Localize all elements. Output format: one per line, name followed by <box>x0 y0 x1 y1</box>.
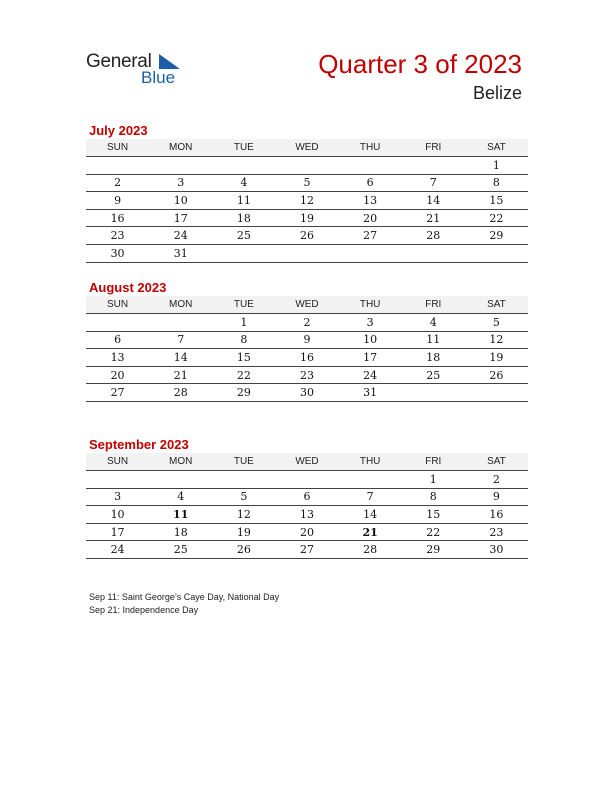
empty-day-cell <box>149 314 212 332</box>
day-cell: 29 <box>212 384 275 402</box>
empty-day-cell <box>275 471 338 489</box>
day-cell: 27 <box>275 541 338 559</box>
empty-day-cell <box>149 157 212 175</box>
week-row <box>86 471 528 489</box>
empty-day-cell <box>465 244 528 262</box>
day-cell: 6 <box>339 174 402 192</box>
empty-day-cell <box>149 471 212 489</box>
empty-day-cell <box>212 157 275 175</box>
calendar-grid <box>86 139 528 263</box>
empty-day-cell <box>402 384 465 402</box>
day-cell: 27 <box>339 227 402 245</box>
day-cell: 15 <box>212 349 275 367</box>
week-row <box>86 506 528 524</box>
month-title: September 2023 <box>89 437 189 452</box>
empty-day-cell <box>465 384 528 402</box>
day-cell: 5 <box>275 174 338 192</box>
day-cell: 8 <box>465 174 528 192</box>
day-cell: 8 <box>402 488 465 506</box>
day-cell: 10 <box>86 506 149 524</box>
page-title: Quarter 3 of 2023 <box>318 49 522 79</box>
day-cell: 22 <box>402 523 465 541</box>
day-cell: 7 <box>339 488 402 506</box>
day-cell: 12 <box>212 506 275 524</box>
day-cell: 29 <box>402 541 465 559</box>
day-cell: 9 <box>86 192 149 210</box>
month-title: August 2023 <box>89 280 167 295</box>
day-cell: 6 <box>275 488 338 506</box>
day-cell: 28 <box>339 541 402 559</box>
day-cell: 12 <box>465 331 528 349</box>
weekday-header: WED <box>275 296 338 314</box>
week-row <box>86 314 528 332</box>
weekday-header: MON <box>149 139 212 157</box>
empty-day-cell <box>339 471 402 489</box>
day-cell: 23 <box>465 523 528 541</box>
day-cell: 28 <box>402 227 465 245</box>
logo-general-text: General <box>86 51 152 72</box>
day-cell: 26 <box>212 541 275 559</box>
week-row <box>86 174 528 192</box>
day-cell: 4 <box>402 314 465 332</box>
day-cell: 20 <box>339 209 402 227</box>
day-cell: 13 <box>86 349 149 367</box>
day-cell: 3 <box>339 314 402 332</box>
week-row <box>86 192 528 210</box>
day-cell: 7 <box>402 174 465 192</box>
day-cell: 29 <box>465 227 528 245</box>
day-cell: 19 <box>275 209 338 227</box>
day-cell: 18 <box>402 349 465 367</box>
day-cell: 22 <box>465 209 528 227</box>
holiday-day-cell: 11 <box>149 506 212 524</box>
day-cell: 24 <box>149 227 212 245</box>
week-row <box>86 227 528 245</box>
day-cell: 31 <box>149 244 212 262</box>
logo-blue-text: Blue <box>141 68 176 87</box>
weekday-header: WED <box>275 139 338 157</box>
day-cell: 31 <box>339 384 402 402</box>
week-row <box>86 157 528 175</box>
month-september <box>86 436 528 559</box>
day-cell: 10 <box>149 192 212 210</box>
day-cell: 5 <box>212 488 275 506</box>
day-cell: 21 <box>149 366 212 384</box>
week-row <box>86 349 528 367</box>
day-cell: 16 <box>275 349 338 367</box>
day-cell: 24 <box>86 541 149 559</box>
day-cell: 6 <box>86 331 149 349</box>
weekday-header: FRI <box>402 296 465 314</box>
month-august <box>86 279 528 402</box>
weekday-header: TUE <box>212 139 275 157</box>
day-cell: 2 <box>86 174 149 192</box>
day-cell: 16 <box>465 506 528 524</box>
weekday-header: THU <box>339 139 402 157</box>
day-cell: 2 <box>275 314 338 332</box>
day-cell: 1 <box>212 314 275 332</box>
week-row <box>86 209 528 227</box>
day-cell: 4 <box>212 174 275 192</box>
day-cell: 23 <box>275 366 338 384</box>
day-cell: 15 <box>402 506 465 524</box>
weekday-header-row <box>86 296 528 314</box>
weekday-header: SAT <box>465 296 528 314</box>
day-cell: 17 <box>339 349 402 367</box>
empty-day-cell <box>86 157 149 175</box>
day-cell: 27 <box>86 384 149 402</box>
week-row <box>86 366 528 384</box>
empty-day-cell <box>86 314 149 332</box>
empty-day-cell <box>275 244 338 262</box>
weekday-header: SAT <box>465 453 528 471</box>
day-cell: 22 <box>212 366 275 384</box>
weekday-header-row <box>86 453 528 471</box>
day-cell: 13 <box>339 192 402 210</box>
weekday-header: THU <box>339 296 402 314</box>
day-cell: 19 <box>465 349 528 367</box>
calendar-grid <box>86 296 528 402</box>
week-row <box>86 331 528 349</box>
empty-day-cell <box>275 157 338 175</box>
day-cell: 5 <box>465 314 528 332</box>
day-cell: 16 <box>86 209 149 227</box>
day-cell: 26 <box>275 227 338 245</box>
day-cell: 30 <box>465 541 528 559</box>
weekday-header: FRI <box>402 453 465 471</box>
empty-day-cell <box>86 471 149 489</box>
day-cell: 14 <box>149 349 212 367</box>
day-cell: 23 <box>86 227 149 245</box>
day-cell: 17 <box>149 209 212 227</box>
empty-day-cell <box>339 244 402 262</box>
day-cell: 17 <box>86 523 149 541</box>
week-row <box>86 523 528 541</box>
month-july <box>86 122 528 263</box>
calendar-grid <box>86 453 528 559</box>
weekday-header: MON <box>149 453 212 471</box>
country-name: Belize <box>472 83 522 103</box>
day-cell: 11 <box>212 192 275 210</box>
empty-day-cell <box>212 471 275 489</box>
day-cell: 20 <box>275 523 338 541</box>
holiday-notes <box>89 591 279 616</box>
day-cell: 18 <box>149 523 212 541</box>
day-cell: 9 <box>465 488 528 506</box>
day-cell: 14 <box>402 192 465 210</box>
week-row <box>86 488 528 506</box>
weekday-header: THU <box>339 453 402 471</box>
day-cell: 1 <box>465 157 528 175</box>
week-row <box>86 384 528 402</box>
day-cell: 1 <box>402 471 465 489</box>
day-cell: 12 <box>275 192 338 210</box>
empty-day-cell <box>402 157 465 175</box>
day-cell: 11 <box>402 331 465 349</box>
day-cell: 20 <box>86 366 149 384</box>
day-cell: 25 <box>149 541 212 559</box>
day-cell: 13 <box>275 506 338 524</box>
day-cell: 25 <box>212 227 275 245</box>
weekday-header: SUN <box>86 453 149 471</box>
day-cell: 26 <box>465 366 528 384</box>
month-title: July 2023 <box>89 123 148 138</box>
weekday-header-row <box>86 139 528 157</box>
day-cell: 14 <box>339 506 402 524</box>
day-cell: 24 <box>339 366 402 384</box>
day-cell: 18 <box>212 209 275 227</box>
weekday-header: TUE <box>212 296 275 314</box>
day-cell: 4 <box>149 488 212 506</box>
empty-day-cell <box>339 157 402 175</box>
empty-day-cell <box>212 244 275 262</box>
weekday-header: SUN <box>86 139 149 157</box>
day-cell: 15 <box>465 192 528 210</box>
day-cell: 30 <box>275 384 338 402</box>
day-cell: 3 <box>86 488 149 506</box>
weekday-header: TUE <box>212 453 275 471</box>
day-cell: 28 <box>149 384 212 402</box>
weekday-header: SAT <box>465 139 528 157</box>
weekday-header: SUN <box>86 296 149 314</box>
day-cell: 9 <box>275 331 338 349</box>
day-cell: 2 <box>465 471 528 489</box>
day-cell: 25 <box>402 366 465 384</box>
day-cell: 7 <box>149 331 212 349</box>
week-row <box>86 541 528 559</box>
day-cell: 3 <box>149 174 212 192</box>
week-row <box>86 244 528 262</box>
holiday-note: Sep 21: Independence Day <box>89 604 199 615</box>
day-cell: 19 <box>212 523 275 541</box>
holiday-day-cell: 21 <box>339 523 402 541</box>
day-cell: 10 <box>339 331 402 349</box>
weekday-header: MON <box>149 296 212 314</box>
weekday-header: FRI <box>402 139 465 157</box>
day-cell: 21 <box>402 209 465 227</box>
day-cell: 8 <box>212 331 275 349</box>
empty-day-cell <box>402 244 465 262</box>
holiday-note: Sep 11: Saint George’s Caye Day, National Day <box>89 592 280 602</box>
weekday-header: WED <box>275 453 338 471</box>
generalblue-logo <box>86 51 196 91</box>
day-cell: 30 <box>86 244 149 262</box>
